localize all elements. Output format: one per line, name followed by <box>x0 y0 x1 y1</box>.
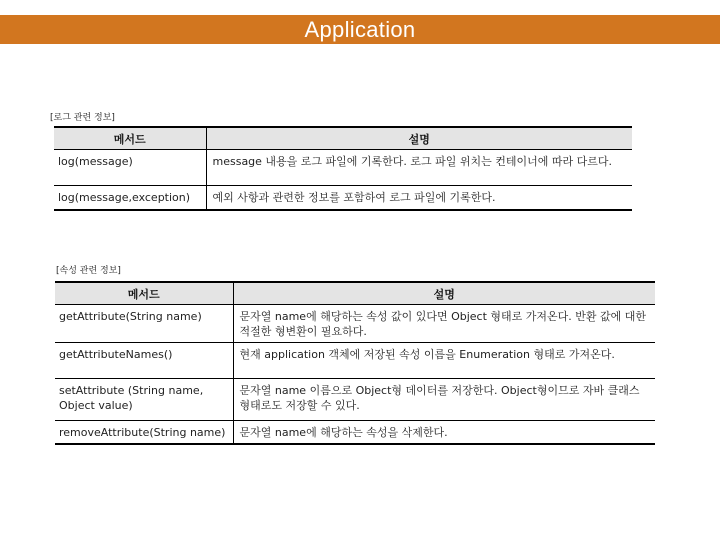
method-cell: removeAttribute(String name) <box>55 421 233 445</box>
table-row <box>54 186 632 210</box>
column-header-method: 메서드 <box>54 127 206 150</box>
description-cell: 문자열 name에 해당하는 속성 값이 있다면 Object 형태로 가져온다. 반환 값에 대한 적절한 형변환이 필요하다. <box>233 305 655 343</box>
table-row <box>55 305 655 343</box>
log-section-caption: [로그 관련 정보] <box>50 113 115 123</box>
method-cell: log(message,exception) <box>54 186 206 210</box>
method-cell: log(message) <box>54 150 206 186</box>
method-cell: getAttribute(String name) <box>55 305 233 343</box>
description-cell: 예외 사항과 관련한 정보를 포함하여 로그 파일에 기록한다. <box>206 186 632 210</box>
table-header-row <box>55 282 655 305</box>
page-title: Application <box>304 16 416 42</box>
column-header-description: 설명 <box>233 282 655 305</box>
attr-info-table <box>55 281 655 445</box>
table-header-row <box>54 127 632 150</box>
method-cell: setAttribute (String name, Object value) <box>55 379 233 421</box>
table-row <box>54 150 632 186</box>
attr-section-caption: [속성 관련 정보] <box>56 266 121 276</box>
description-cell: 문자열 name에 해당하는 속성을 삭제한다. <box>233 421 655 445</box>
column-header-method: 메서드 <box>55 282 233 305</box>
description-cell: 문자열 name 이름으로 Object형 데이터를 저장한다. Object형이므로 자바 클래스 형태로도 저장할 수 있다. <box>233 379 655 421</box>
method-cell: getAttributeNames() <box>55 343 233 379</box>
log-info-table <box>54 126 632 211</box>
description-cell: 현재 application 객체에 저장된 속성 이름을 Enumeration 형태로 가져온다. <box>233 343 655 379</box>
column-header-description: 설명 <box>206 127 632 150</box>
table-row <box>55 343 655 379</box>
description-cell: message 내용을 로그 파일에 기록한다. 로그 파일 위치는 컨테이너에 따라 다르다. <box>206 150 632 186</box>
title-bar <box>0 15 720 44</box>
table-row <box>55 421 655 445</box>
table-row <box>55 379 655 421</box>
